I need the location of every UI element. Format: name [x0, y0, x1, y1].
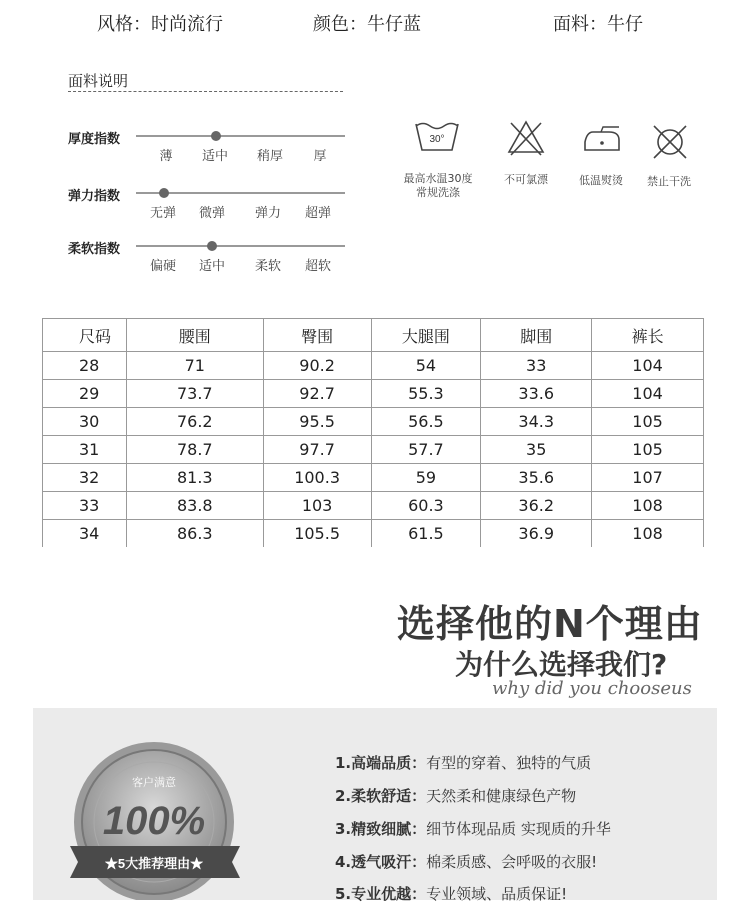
table-header-cell: 大腿围: [371, 319, 481, 352]
table-cell: 57.7: [371, 436, 481, 464]
table-cell: 86.3: [126, 520, 263, 548]
table-cell: 103: [263, 492, 371, 520]
table-cell: 33: [481, 352, 592, 380]
elasticity-option: 弹力: [254, 206, 282, 221]
reason-item: [335, 752, 591, 773]
table-cell: 105: [592, 436, 704, 464]
softness-marker: [207, 241, 217, 251]
wash-temp-label: 30°: [429, 134, 445, 145]
table-cell: 28: [43, 352, 127, 380]
table-cell: 55.3: [371, 380, 481, 408]
reason-item: [335, 818, 611, 839]
elasticity-option: 超弹: [304, 206, 332, 221]
table-row: [43, 492, 704, 520]
elasticity-option: 微弹: [198, 206, 226, 221]
table-cell: 100.3: [263, 464, 371, 492]
table-cell: 59: [371, 464, 481, 492]
table-cell: 33.6: [481, 380, 592, 408]
reasons-title: 选择他的N个理由: [397, 602, 703, 646]
reason-title: 1.高端品质：: [335, 754, 427, 772]
table-cell: 105.5: [263, 520, 371, 548]
spec-color-value: 牛仔蓝: [367, 14, 421, 35]
table-cell: 29: [43, 380, 127, 408]
softness-scale: [136, 245, 345, 247]
table-row: [43, 436, 704, 464]
reasons-english: why did you chooseus: [492, 678, 692, 699]
reason-text: 天然柔和健康绿色产物: [426, 787, 577, 805]
reason-text: 专业领域、品质保证!: [426, 885, 568, 903]
table-cell: 105: [592, 408, 704, 436]
table-cell: 34.3: [481, 408, 592, 436]
table-cell: 83.8: [126, 492, 263, 520]
table-cell: 34: [43, 520, 127, 548]
table-header-row: [43, 319, 704, 352]
table-cell: 30: [43, 408, 127, 436]
badge-top-label: 客户满意: [132, 777, 176, 789]
table-cell: 76.2: [126, 408, 263, 436]
spec-color-label: 颜色：: [313, 14, 367, 35]
fabric-title-divider: [68, 91, 343, 92]
reason-text: 细节体现品质 实现质的升华: [426, 820, 611, 838]
no-tumble-dry-icon: [650, 122, 690, 162]
table-header-cell: 脚围: [481, 319, 592, 352]
table-header-cell: 臀围: [263, 319, 371, 352]
table-row: [43, 380, 704, 408]
table-row: [43, 352, 704, 380]
table-cell: 104: [592, 380, 704, 408]
table-cell: 108: [592, 492, 704, 520]
table-cell: 73.7: [126, 380, 263, 408]
table-cell: 54: [371, 352, 481, 380]
table-cell: 92.7: [263, 380, 371, 408]
care-label-dry: 禁止干洗: [647, 175, 691, 188]
table-cell: 36.2: [481, 492, 592, 520]
wash-30-icon: [412, 118, 462, 158]
table-cell: 35.6: [481, 464, 592, 492]
reason-title: 5.专业优越：: [335, 885, 427, 903]
reason-title: 4.透气吸汗：: [335, 853, 427, 871]
low-iron-icon: [579, 126, 625, 156]
spec-fabric-label: 面料：: [553, 14, 607, 35]
table-header-cell: 尺码: [43, 319, 127, 352]
spec-style: [97, 10, 223, 36]
table-cell: 95.5: [263, 408, 371, 436]
spec-style-value: 时尚流行: [151, 14, 223, 35]
thickness-option: 薄: [159, 149, 173, 164]
thickness-option: 适中: [201, 149, 229, 164]
care-wash-line: 常规洗涤: [416, 186, 460, 199]
elasticity-label: 弹力指数: [68, 189, 121, 204]
thickness-scale: [136, 135, 345, 137]
reason-text: 棉柔质感、会呼吸的衣服!: [426, 853, 598, 871]
reasons-subtitle: 为什么选择我们?: [455, 648, 668, 681]
care-label-bleach: 不可氯漂: [504, 173, 548, 186]
table-header-cell: 裤长: [592, 319, 704, 352]
table-cell: 108: [592, 520, 704, 548]
table-cell: 104: [592, 352, 704, 380]
table-cell: 81.3: [126, 464, 263, 492]
satisfaction-badge-icon: [60, 738, 260, 900]
reason-text: 有型的穿着、独特的气质: [426, 754, 592, 772]
softness-option: 偏硬: [149, 259, 177, 274]
size-table: [42, 318, 704, 547]
table-cell: 35: [481, 436, 592, 464]
spec-fabric-value: 牛仔: [607, 14, 643, 35]
no-bleach-icon: [506, 118, 546, 158]
spec-fabric: [553, 10, 643, 36]
table-header-cell: 腰围: [126, 319, 263, 352]
table-row: [43, 520, 704, 548]
fabric-title: 面料说明: [68, 72, 129, 90]
badge-ribbon-label: ★5大推荐理由★: [104, 856, 204, 871]
softness-option: 适中: [198, 259, 226, 274]
softness-label: 柔软指数: [68, 242, 121, 257]
softness-option: 柔软: [254, 259, 282, 274]
table-cell: 32: [43, 464, 127, 492]
table-cell: 61.5: [371, 520, 481, 548]
table-row: [43, 408, 704, 436]
table-cell: 33: [43, 492, 127, 520]
table-cell: 97.7: [263, 436, 371, 464]
care-label-wash: [404, 172, 473, 200]
softness-option: 超软: [304, 259, 332, 274]
thickness-option: 厚: [313, 149, 327, 164]
table-cell: 78.7: [126, 436, 263, 464]
badge-percent: 100%: [102, 799, 206, 843]
table-cell: 107: [592, 464, 704, 492]
table-cell: 71: [126, 352, 263, 380]
table-cell: 36.9: [481, 520, 592, 548]
elasticity-marker: [159, 188, 169, 198]
reason-item: [335, 883, 567, 904]
table-cell: 90.2: [263, 352, 371, 380]
reason-item: [335, 785, 576, 806]
thickness-option: 稍厚: [256, 149, 284, 164]
care-wash-line: 最高水温30度: [403, 172, 473, 185]
table-cell: 60.3: [371, 492, 481, 520]
reason-title: 2.柔软舒适：: [335, 787, 427, 805]
reason-item: [335, 851, 597, 872]
spec-color: [313, 10, 421, 36]
spec-style-label: 风格：: [97, 14, 151, 35]
thickness-label: 厚度指数: [68, 132, 121, 147]
table-cell: 56.5: [371, 408, 481, 436]
table-row: [43, 464, 704, 492]
table-cell: 31: [43, 436, 127, 464]
care-label-iron: 低温熨烫: [579, 174, 623, 187]
elasticity-option: 无弹: [149, 206, 177, 221]
thickness-marker: [211, 131, 221, 141]
reason-title: 3.精致细腻：: [335, 820, 427, 838]
